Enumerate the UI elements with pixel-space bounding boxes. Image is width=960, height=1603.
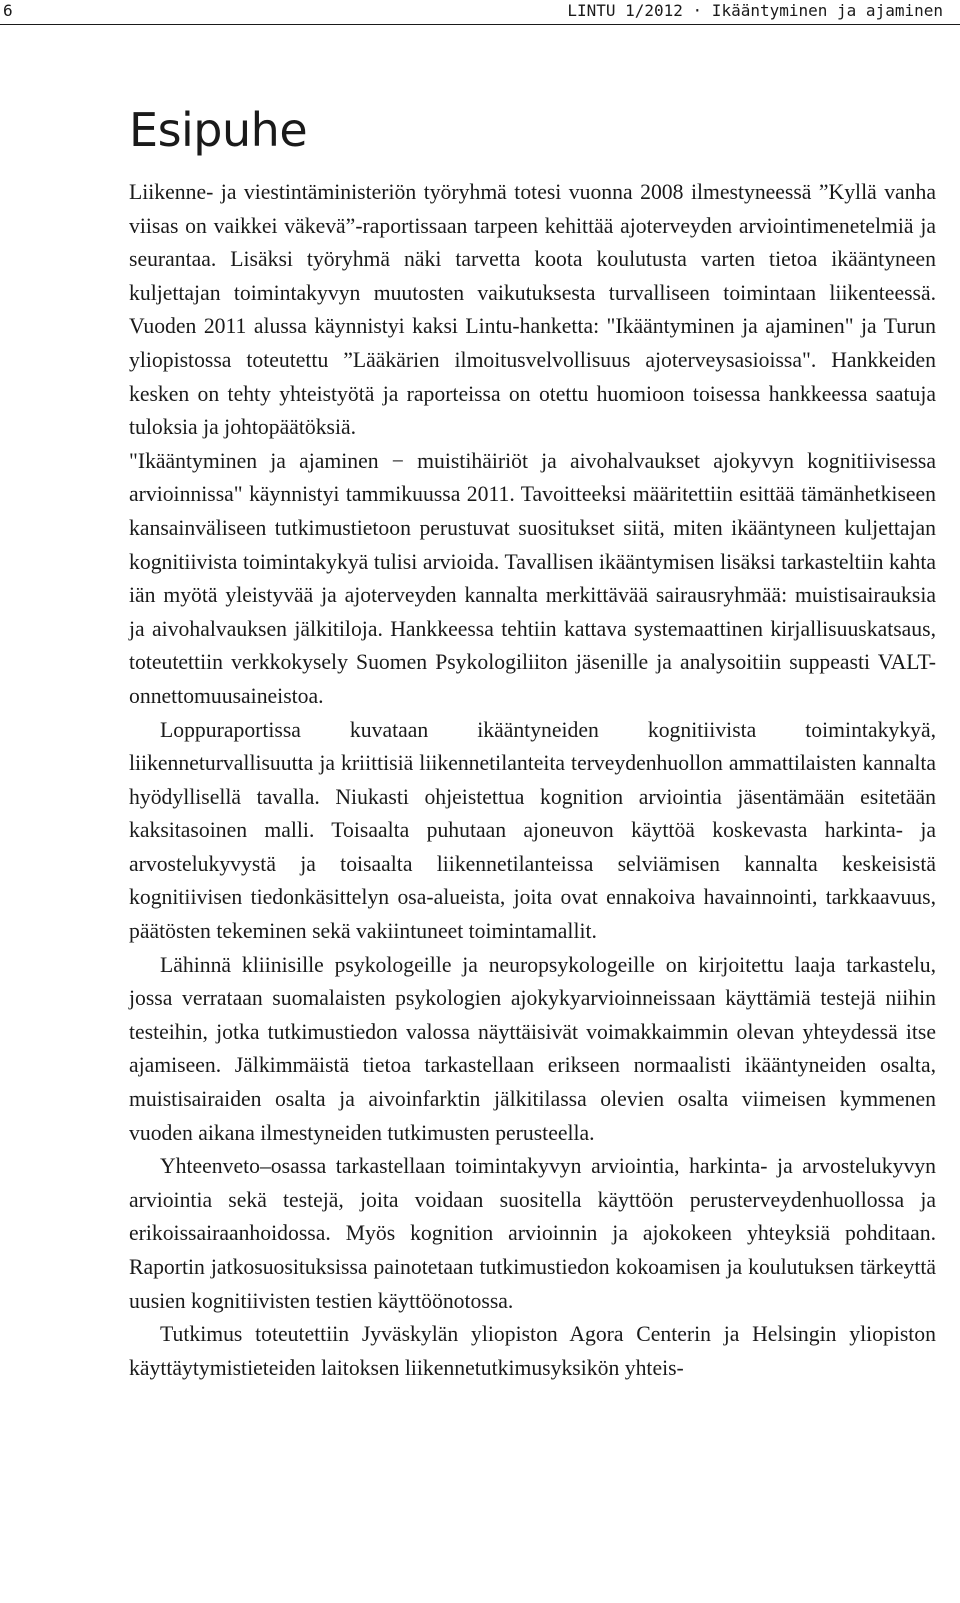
page-title: Esipuhe — [129, 103, 308, 157]
paragraph-2: "Ikääntyminen ja ajaminen − muistihäiriöt ja aivohalvaukset ajokyvyn kognitiivisessa arvioinnissa" käynnistyi tammikuussa 2011. Tavoitteeksi määritettiin esittää tämänhetkiseen kansainväliseen tutkimustietoon perustuvat suositukset siitä, miten ikääntyneen kuljettajan kognitiivista toimintakykyä tulisi arvioida. Tavallisen ikääntymisen lisäksi tarkasteltiin kahta iän myötä yleistyvää ja ajoterveyden kannalta merkittävää sairausryhmää: muistisairauksia ja aivohalvauksen jälkitiloja. Hankkeessa tehtiin kattava systemaattinen kirjallisuuskatsaus, toteutettiin verkkokysely Suomen Psykologiliiton jäsenille ja analysoitiin suppeasti VALT-onnettomuusaineistoa. — [129, 448, 936, 708]
body-text — [129, 176, 936, 1385]
header-divider — [0, 24, 960, 25]
paragraph-3: Loppuraportissa kuvataan ikääntyneiden kognitiivista toimintakykyä, liikenneturvallisuutta ja kriittisiä liikennetilanteita terveydenhuollon ammattilaisten kannalta hyödyllisellä tavalla. Niukasti ohjeistettua kognition arviointia jäsentämään esitetään kaksitasoinen malli. Toisaalta puhutaan ajoneuvon käyttöä koskevasta harkinta- ja arvostelukyvystä ja toisaalta liikennetilanteissa selviämisen kannalta keskeisistä kognitiivisen tiedonkäsittelyn osa-alueista, joita ovat ennakoiva havainnointi, tarkkaavuus, päätösten tekeminen sekä vakiintuneet toimintamallit. — [129, 717, 936, 944]
paragraph-4: Lähinnä kliinisille psykologeille ja neuropsykologeille on kirjoitettu laaja tarkastelu, jossa verrataan suomalaisten psykologien ajokykyarvioinneissaan käyttämiä testejä niihin testeihin, jotka tutkimustiedon valossa näyttäisivät voimakkaimmin olevan yhteydessä itse ajamiseen. Jälkimmäistä tietoa tarkastellaan erikseen normaalisti ikääntyneiden osalta, muistisairaiden osalta ja aivoinfarktin jälkitilassa olevien osalta viimeisen kymmenen vuoden aikana ilmestyneiden tutkimusten perusteella. — [129, 952, 936, 1145]
running-title: LINTU 1/2012 · Ikääntyminen ja ajaminen — [567, 1, 943, 20]
page-number: 6 — [3, 1, 13, 20]
paragraph-1: Liikenne- ja viestintäministeriön työryhmä totesi vuonna 2008 ilmestyneessä ”Kyllä vanha viisas on vaikkei väkevä”-raportissaan tarpeen kehittää ajoterveyden arviointimenetelmiä ja seurantaa. Lisäksi työryhmä näki tarvetta koota koulutusta varten tietoa ikääntyneen kuljettajan toimintakyvyn muutosten vaikutuksesta turvalliseen toimintaan liikenteessä. Vuoden 2011 alussa käynnistyi kaksi Lintu-hanketta: "Ikääntyminen ja ajaminen" ja Turun yliopistossa toteutettu ”Lääkärien ilmoitusvelvollisuus ajoterveysasioissa". Hankkeiden kesken on tehty yhteistyötä ja raporteissa on otettu huomioon toisessa hankkeessa saatuja tuloksia ja johtopäätöksiä. — [129, 180, 936, 440]
page-header — [0, 0, 960, 24]
paragraph-5: Yhteenveto–osassa tarkastellaan toimintakyvyn arviointia, harkinta- ja arvostelukyvyn arviointia sekä testejä, joita voidaan suositella käyttöön perusterveydenhuollossa ja erikoissairaanhoidossa. Myös kognition arvioinnin ja ajokokeen yhteyksiä pohditaan. Raportin jatkosuosituksissa painotetaan tutkimustiedon kokoamisen ja koulutuksen tärkeyttä uusien kognitiivisten testien käyttöönotossa. — [129, 1154, 936, 1313]
paragraph-6: Tutkimus toteutettiin Jyväskylän yliopiston Agora Centerin ja Helsingin yliopiston käyttäytymistieteiden laitoksen liikennetutkimusyksikön yhteis- — [129, 1322, 936, 1380]
